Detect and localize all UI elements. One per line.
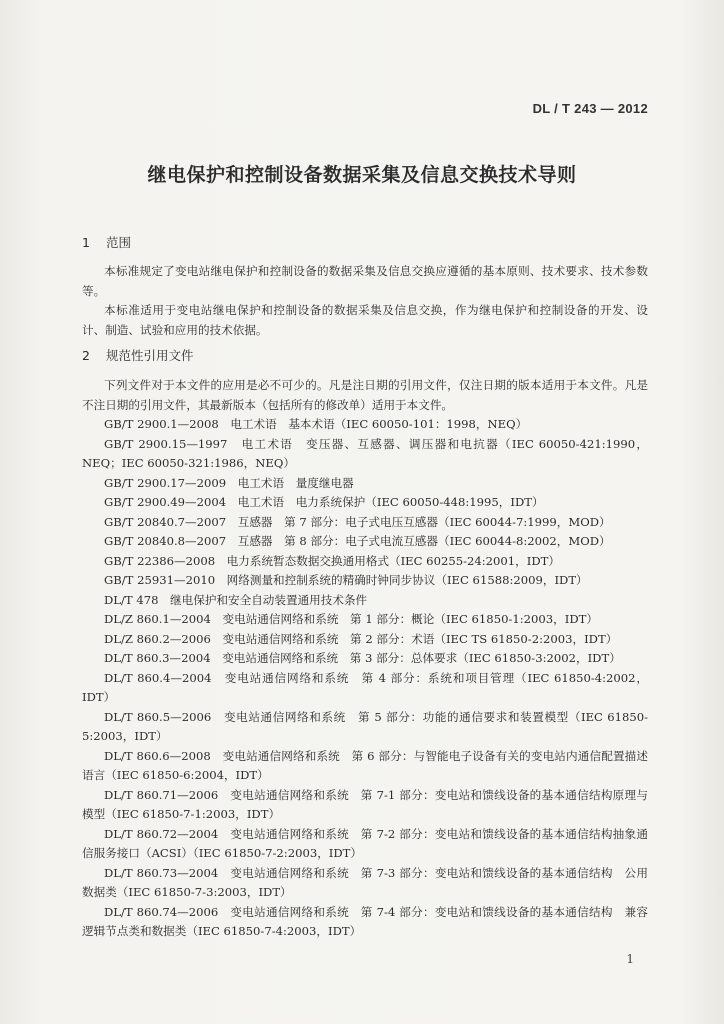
reference-item: GB/T 2900.15—1997 电工术语 变压器、互感器、调压器和电抗器（IEC 60050-421:1990，NEQ；IEC 60050-321:1986，NEQ）: [82, 436, 648, 470]
section-1-heading: [82, 233, 131, 251]
reference-item: DL/T 860.4—2004 变电站通信网络和系统 第 4 部分：系统和项目管理（IEC 61850-4:2002，IDT）: [82, 670, 648, 704]
reference-item: GB/T 25931—2010 网络测量和控制系统的精确时钟同步协议（IEC 61588:2009，IDT）: [104, 573, 588, 587]
document-title: 继电保护和控制设备数据采集及信息交换技术导则: [147, 164, 577, 186]
reference-item: DL/T 860.74—2006 变电站通信网络和系统 第 7-4 部分：变电站和馈线设备的基本通信结构 兼容逻辑节点类和数据类（IEC 61850-7-4:2003，IDT）: [82, 904, 648, 938]
section-title: 规范性引用文件: [105, 348, 194, 363]
reference-item: GB/T 22386—2008 电力系统暂态数据交换通用格式（IEC 60255-24:2001，IDT）: [104, 553, 560, 568]
section-title: 范围: [105, 235, 131, 250]
reference-item: DL/T 860.71—2006 变电站通信网络和系统 第 7-1 部分：变电站和馈线设备的基本通信结构原理与模型（IEC 61850-7-1:2003，IDT）: [82, 787, 648, 821]
reference-item: GB/T 20840.8—2007 互感器 第 8 部分：电子式电流互感器（IEC 60044-8:2002，MOD）: [104, 534, 611, 548]
reference-item: DL/T 860.72—2004 变电站通信网络和系统 第 7-2 部分：变电站和馈线设备的基本通信结构抽象通信服务接口（ACSI）（IEC 61850-7-2:2003，IDT）: [82, 826, 648, 860]
reference-item: DL/Z 860.2—2006 变电站通信网络和系统 第 2 部分：术语（IEC TS 61850-2:2003，IDT）: [104, 631, 618, 646]
reference-item: DL/T 860.6—2008 变电站通信网络和系统 第 6 部分：与智能电子设备有关的变电站内通信配置描述语言（IEC 61850-6:2004，IDT）: [82, 748, 648, 782]
reference-item: DL/Z 860.1—2004 变电站通信网络和系统 第 1 部分：概论（IEC 61850-1:2003，IDT）: [104, 612, 598, 626]
reference-item: GB/T 20840.7—2007 互感器 第 7 部分：电子式电压互感器（IEC 60044-7:1999，MOD）: [104, 514, 611, 529]
section-2-heading: [82, 346, 194, 364]
page-number: 1: [626, 952, 634, 966]
section-number: 1: [82, 235, 90, 250]
reference-item: DL/T 860.3—2004 变电站通信网络和系统 第 3 部分：总体要求（IEC 61850-3:2002，IDT）: [104, 651, 621, 665]
document-number: DL / T 243 — 2012: [532, 101, 648, 116]
section-number: 2: [82, 348, 90, 363]
reference-item: GB/T 2900.49—2004 电工术语 电力系统保护（IEC 60050-448:1995，IDT）: [104, 495, 544, 509]
paragraph: 本标准适用于变电站继电保护和控制设备的数据采集及信息交换，作为继电保护和控制设备的开发、设计、制造、试验和应用的技术依据。: [82, 303, 648, 337]
reference-item: DL/T 860.73—2004 变电站通信网络和系统 第 7-3 部分：变电站和馈线设备的基本通信结构 公用数据类（IEC 61850-7-3:2003，IDT）: [82, 865, 648, 899]
paragraph: 本标准规定了变电站继电保护和控制设备的数据采集及信息交换应遵循的基本原则、技术要求、技术参数等。: [82, 264, 648, 298]
references-list: [82, 376, 648, 942]
reference-item: GB/T 2900.17—2009 电工术语 量度继电器: [104, 475, 354, 490]
reference-item: DL/T 860.5—2006 变电站通信网络和系统 第 5 部分：功能的通信要求和装置模型（IEC 61850-5:2003，IDT）: [82, 709, 648, 743]
section-1-body: [82, 262, 648, 340]
reference-item: GB/T 2900.1—2008 电工术语 基本术语（IEC 60050-101：1998，NEQ）: [104, 417, 528, 431]
reference-item: DL/T 478 继电保护和安全自动装置通用技术条件: [104, 592, 368, 607]
section-2-intro: 下列文件对于本文件的应用是必不可少的。凡是注日期的引用文件，仅注日期的版本适用于本文件。凡是不注日期的引用文件，其最新版本（包括所有的修改单）适用于本文件。: [82, 378, 648, 412]
